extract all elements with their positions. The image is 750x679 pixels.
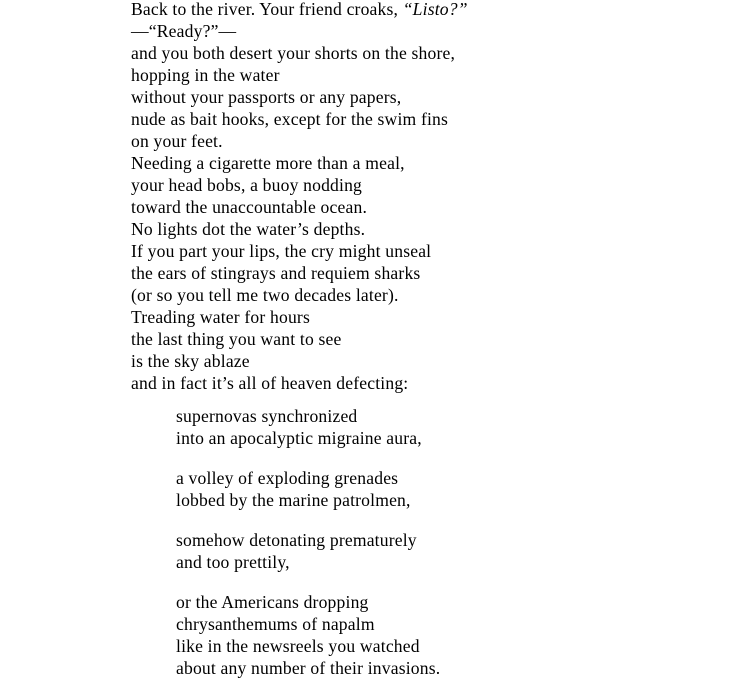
poem-line (176, 591, 731, 613)
indented-stanza (176, 591, 731, 679)
line-text: supernovas synchronized (176, 406, 358, 426)
poem-line (131, 42, 731, 64)
poem-line (131, 86, 731, 108)
line-text: like in the newsreels you watched (176, 636, 420, 656)
poem-line (131, 174, 731, 196)
line-text: your head bobs, a buoy nodding (131, 175, 363, 195)
line-text: the ears of stingrays and requiem sharks (131, 263, 421, 283)
poem-line (131, 284, 731, 306)
line-text: (or so you tell me two decades later). (131, 285, 399, 305)
poem-line (131, 0, 731, 20)
poem-line (176, 551, 731, 573)
line-text: chrysanthemums of napalm (176, 614, 375, 634)
line-text: and you both desert your shorts on the shore, (131, 43, 456, 63)
line-text: No lights dot the water’s depths. (131, 219, 366, 239)
poem-line (131, 240, 731, 262)
line-text: the last thing you want to see (131, 329, 342, 349)
line-text: Back to the river. Your friend croaks, (131, 0, 403, 19)
stanza-gap (131, 394, 731, 405)
line-text: on your feet. (131, 131, 223, 151)
line-text: somehow detonating prematurely (176, 530, 417, 550)
stanza-gap (131, 449, 731, 467)
stanza-gap (131, 511, 731, 529)
poem-line (131, 372, 731, 394)
poem-line (131, 130, 731, 152)
poem-line (176, 489, 731, 511)
line-text: or the Americans dropping (176, 592, 369, 612)
poem-line (131, 350, 731, 372)
line-text: Needing a cigarette more than a meal, (131, 153, 405, 173)
indented-stanza (176, 467, 731, 511)
poem-line (176, 467, 731, 489)
italic-phrase: “Listo?” (402, 0, 468, 19)
line-text: about any number of their invasions. (176, 658, 441, 678)
line-text: If you part your lips, the cry might unseal (131, 241, 432, 261)
poem-line (131, 108, 731, 130)
poem-line (131, 20, 731, 42)
line-text: hopping in the water (131, 65, 280, 85)
stanza-gap (131, 573, 731, 591)
poem-line (176, 635, 731, 657)
poem-line (176, 529, 731, 551)
line-text: without your passports or any papers, (131, 87, 402, 107)
poem-line (131, 328, 731, 350)
line-text: toward the unaccountable ocean. (131, 197, 368, 217)
indented-stanza (176, 529, 731, 573)
line-text: and too prettily, (176, 552, 290, 572)
poem-line (131, 306, 731, 328)
line-text: Treading water for hours (131, 307, 310, 327)
line-text: into an apocalyptic migraine aura, (176, 428, 422, 448)
poem-line (176, 427, 731, 449)
poem-line (176, 613, 731, 635)
line-text: nude as bait hooks, except for the swim fins (131, 109, 449, 129)
line-text: a volley of exploding grenades (176, 468, 399, 488)
poem-line (131, 64, 731, 86)
poem-line (176, 405, 731, 427)
poem-line (131, 262, 731, 284)
line-text: is the sky ablaze (131, 351, 250, 371)
line-text: and in fact it’s all of heaven defecting: (131, 373, 409, 393)
line-text: —“Ready?”— (131, 21, 237, 41)
poem-line (131, 218, 731, 240)
poem-line (131, 152, 731, 174)
indented-stanza (176, 405, 731, 449)
line-text: lobbed by the marine patrolmen, (176, 490, 411, 510)
poem-line (131, 196, 731, 218)
poem-text-body (131, 0, 731, 679)
stanza (131, 0, 731, 394)
poem-line (176, 657, 731, 679)
